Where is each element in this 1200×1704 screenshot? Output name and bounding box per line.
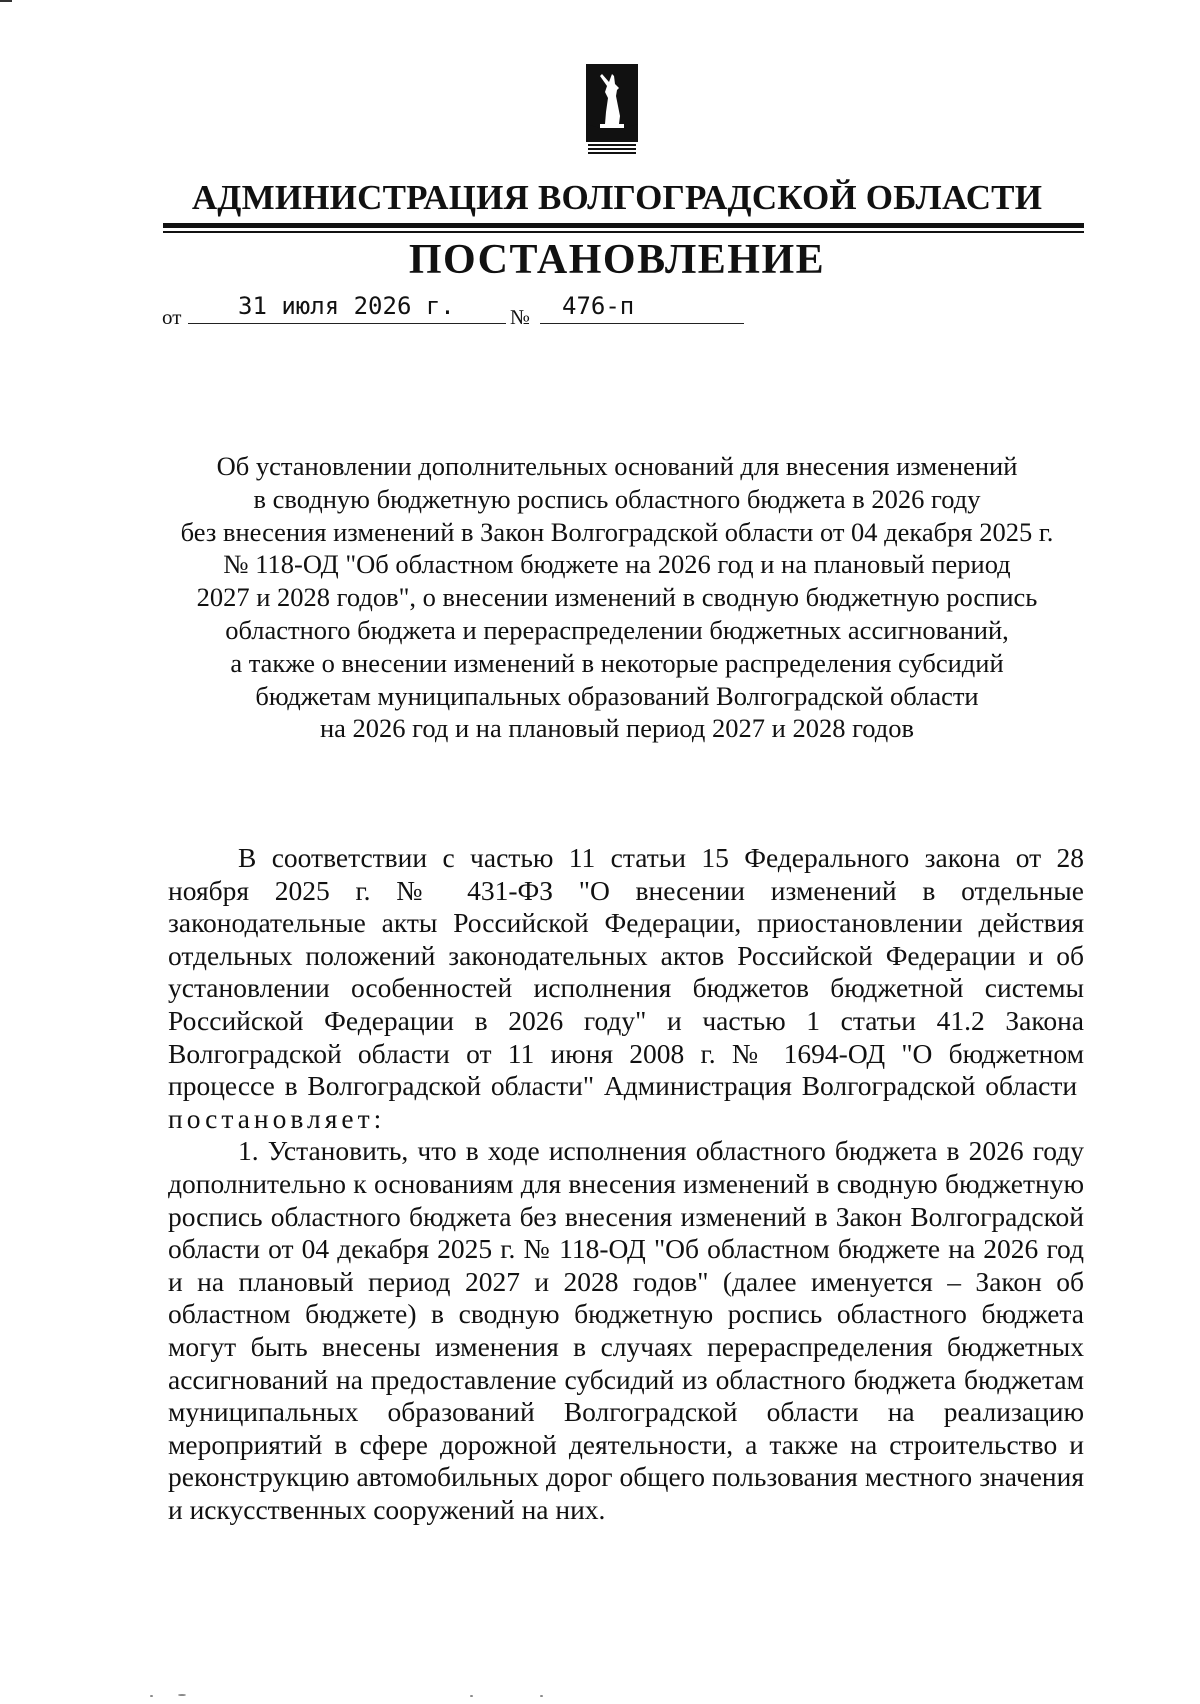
title-line: Об установлении дополнительных оснований для внесения изменений xyxy=(216,451,1018,481)
scan-artifact xyxy=(150,1695,153,1697)
title-line: № 118-ОД "Об областном бюджете на 2026 год и на плановый период xyxy=(223,549,1011,580)
document-body xyxy=(168,842,1084,1526)
scan-corner-mark xyxy=(0,0,12,2)
document-type: ПОСТАНОВЛЕНИЕ xyxy=(408,237,826,283)
document-title xyxy=(150,450,1084,745)
number-label: № xyxy=(510,305,531,329)
decree-word: постановляет: xyxy=(168,1102,386,1134)
scan-artifact xyxy=(540,1695,543,1697)
volgograd-coat-of-arms-icon xyxy=(586,64,638,156)
document-date: 31 июля 2026 г. xyxy=(188,292,506,324)
title-line: 2027 и 2028 годов", о внесении изменений в сводную бюджетную роспись xyxy=(196,582,1038,613)
scan-artifact xyxy=(470,1695,473,1697)
title-line: без внесения изменений в Закон Волгоградской области от 04 декабря 2025 г. xyxy=(180,516,1054,547)
title-line: областного бюджета и перераспределении бюджетных ассигнований, xyxy=(225,614,1009,645)
preamble-paragraph xyxy=(168,842,1084,1135)
paragraph-1: 1. Установить, что в ходе исполнения областного бюджета в 2026 году дополнительно к основаниям для внесения изменений в сводную бюджетную роспись областного бюджета без внесения изменений в Закон Волгоградской области от 04 декабря 2025 г. № 118-ОД "Об областном бюджете на 2026 год и на плановый период 2027 и 2028 годов" (далее именуется – Закон об областном бюджете) в сводную бюджетную роспись областного бюджета могут быть внесены изменения в случаях перераспределения бюджетных ассигнований на предоставление субсидий из областного бюджета бюджетам муниципальных образований Волгоградской области на реализацию мероприятий в сфере дорожной деятельности, а также на строительство и реконструкцию автомобильных дорог общего пользования местного значения и искусственных сооружений на них. xyxy=(168,1135,1084,1525)
title-line: а также о внесении изменений в некоторые распределения субсидий xyxy=(230,647,1004,678)
preamble-text: В соответствии с частью 11 статьи 15 Федерального закона от 28 ноября 2025 г. № 431-ФЗ "О внесении изменений в отдельные законодательные акты Российской Федерации, приостановлении действия отдельных положений законодательных актов Российской Федерации и об установлении особенностей исполнения бюджетов бюджетной системы Российской Федерации в 2026 году" и частью 1 статьи 41.2 Закона Волгоградской области от 11 июня 2008 г. № 1694-ОД "О бюджетном процессе в Волгоградской области" Администрация Волгоградской области xyxy=(168,842,1084,1102)
scan-artifact xyxy=(178,1694,186,1696)
header-rule-thick xyxy=(163,223,1084,228)
organization-name: АДМИНИСТРАЦИЯ ВОЛГОГРАДСКОЙ ОБЛАСТИ xyxy=(191,178,1043,217)
header-rule-thin xyxy=(163,231,1084,233)
document-number: 476-п xyxy=(540,292,744,324)
title-line: в сводную бюджетную роспись областного бюджета в 2026 году xyxy=(253,483,981,514)
title-line: на 2026 год и на плановый период 2027 и 2028 годов xyxy=(319,713,915,744)
date-label: от xyxy=(162,305,182,329)
title-line: бюджетам муниципальных образований Волгоградской области xyxy=(255,680,979,711)
